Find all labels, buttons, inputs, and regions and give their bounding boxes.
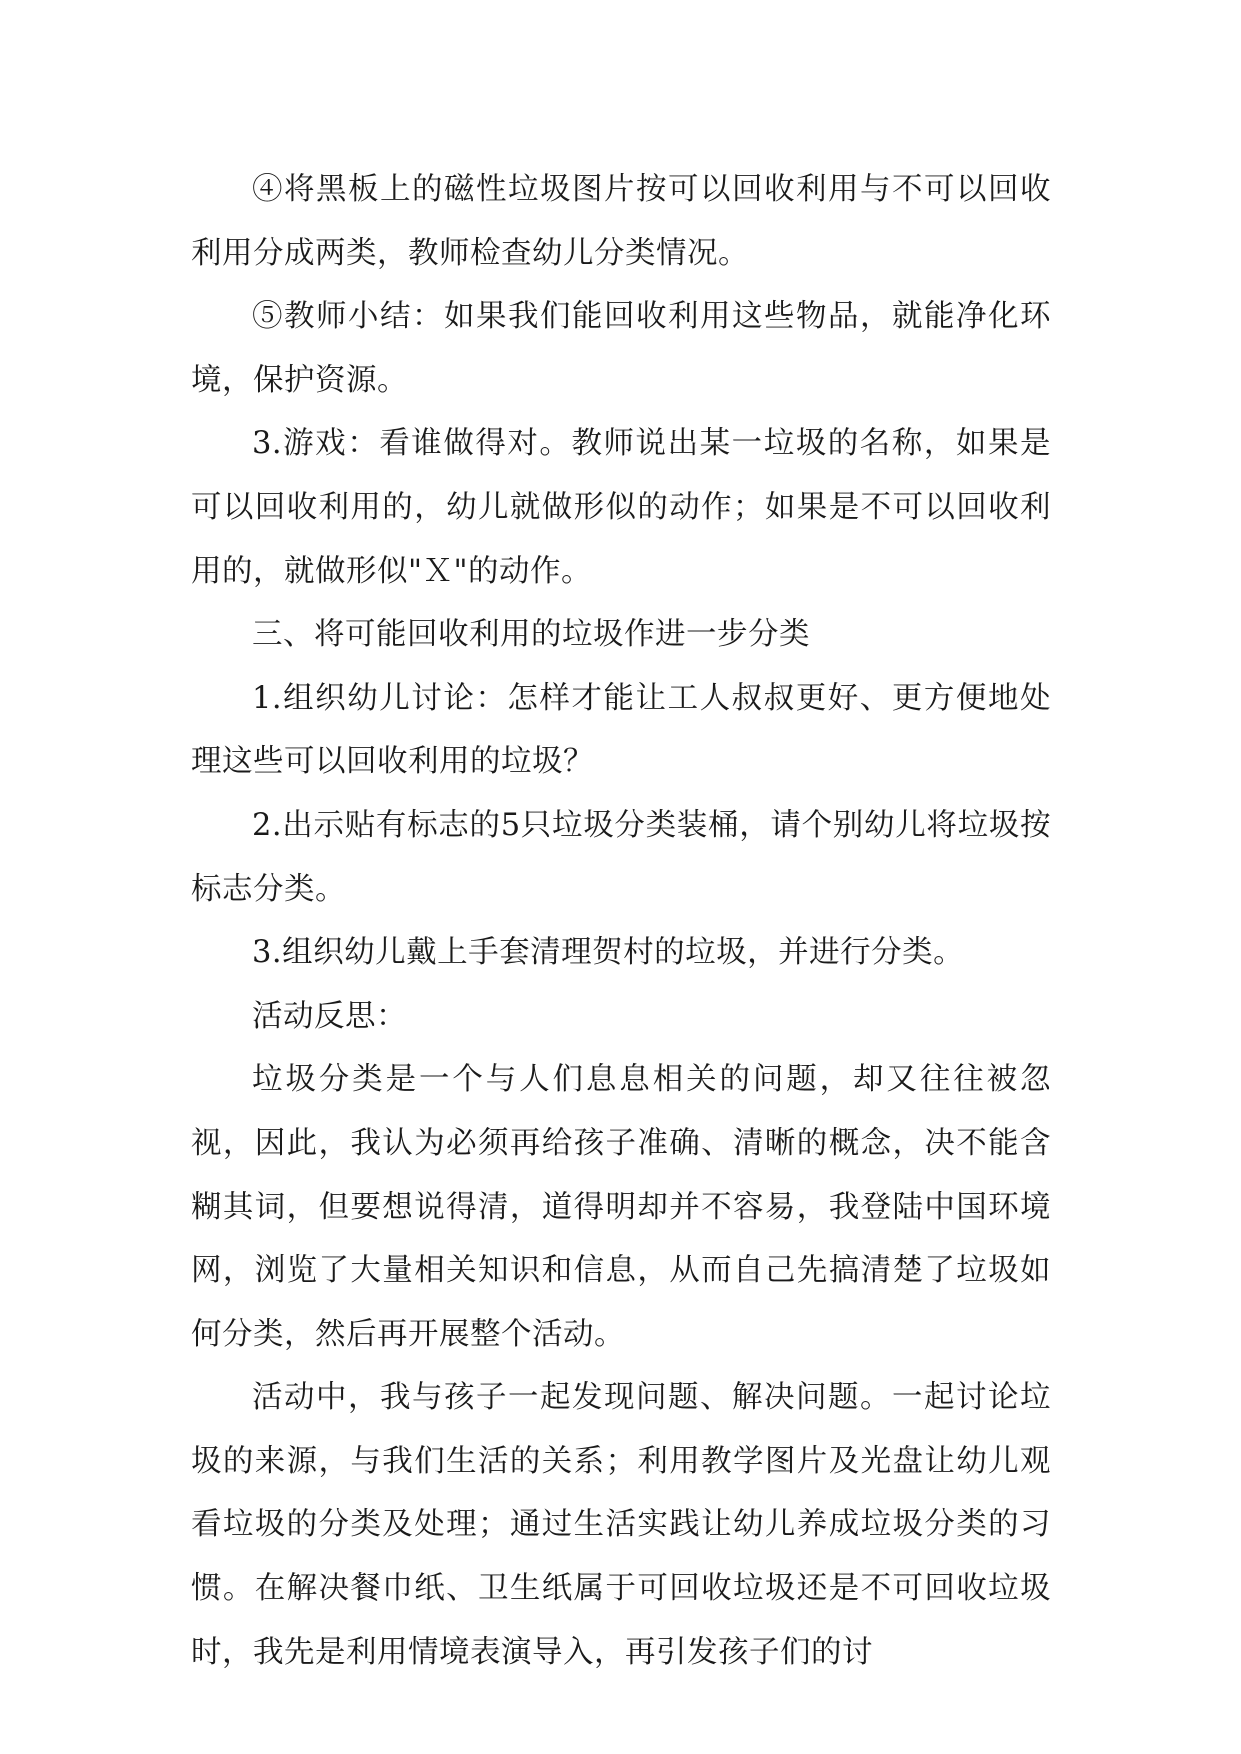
paragraph-cleanup: 3.组织幼儿戴上手套清理贺村的垃圾，并进行分类。 <box>252 935 965 971</box>
reflection-heading: 活动反思： <box>252 998 407 1034</box>
paragraph-game: 3.游戏：看谁做得对。教师说出某一垃圾的名称，如果是可以回收利用的，幼儿就做形似的动作；如果是不可以回收利用的，就做形似"Ｘ"的动作。 <box>191 426 1051 589</box>
paragraph-reflection-1: 垃圾分类是一个与人们息息相关的问题，却又往往被忽视，因此，我认为必须再给孩子准确、清晰的概念，决不能含糊其词，但要想说得清，道得明却并不容易，我登陆中国环境网，浏览了大量相关知识和信息，从而自己先搞清楚了垃圾如何分类，然后再开展整个活动。 <box>191 1062 1051 1352</box>
paragraph-discussion: 1.组织幼儿讨论：怎样才能让工人叔叔更好、更方便地处理这些可以回收利用的垃圾？ <box>191 680 1051 780</box>
section-heading-3: 三、将可能回收利用的垃圾作进一步分类 <box>252 617 810 653</box>
paragraph-step-5: ⑤教师小结：如果我们能回收利用这些物品，就能净化环境，保护资源。 <box>191 299 1051 398</box>
paragraph-bins: 2.出示贴有标志的5只垃圾分类装桶，请个别幼儿将垃圾按标志分类。 <box>191 807 1051 907</box>
document-body <box>191 158 1051 1684</box>
paragraph-reflection-2: 活动中，我与孩子一起发现问题、解决问题。一起讨论垃圾的来源，与我们生活的关系；利用教学图片及光盘让幼儿观看垃圾的分类及处理；通过生活实践让幼儿养成垃圾分类的习惯。在解决餐巾纸、卫生纸属于可回收垃圾还是不可回收垃圾时，我先是利用情境表演导入，再引发孩子们的讨 <box>191 1380 1051 1670</box>
paragraph-step-4: ④将黑板上的磁性垃圾图片按可以回收利用与不可以回收利用分成两类，教师检查幼儿分类情况。 <box>191 172 1051 271</box>
